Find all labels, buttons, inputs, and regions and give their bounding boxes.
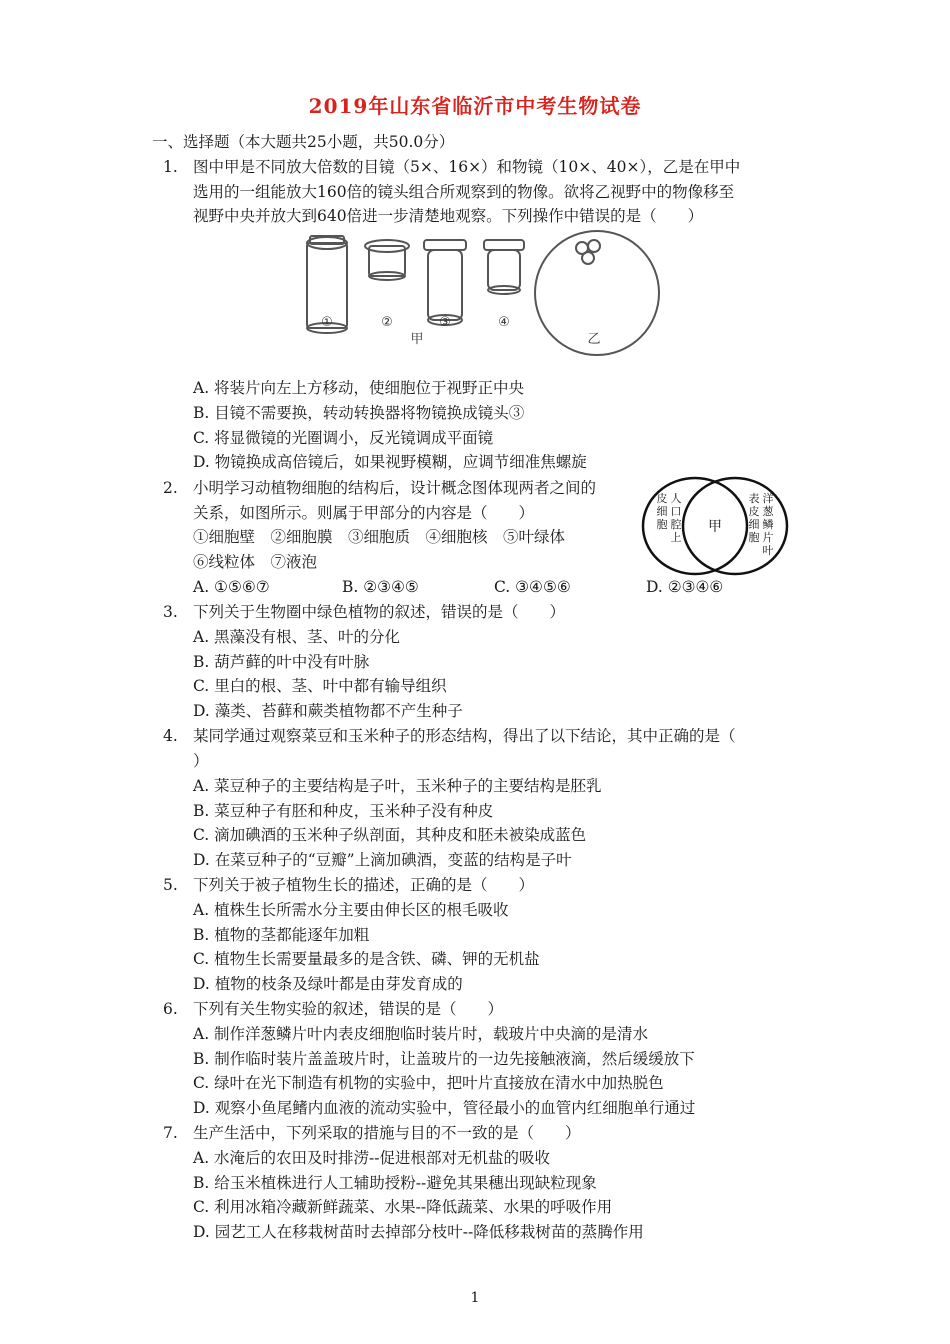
venn-right-label-char: 葱 [762,505,774,518]
venn-left-label-char: 上 [670,531,682,544]
question-6-option-c: C. 绿叶在光下制造有机物的实验中，把叶片直接放在清水中加热脱色 [193,1074,664,1092]
venn-left-label-char: 口 [670,505,682,518]
question-5-option-c: C. 植物生长需要量最多的是含铁、磷、钾的无机盐 [193,950,540,968]
venn-right-label-char: 胞 [748,531,760,544]
question-3-option-b: B. 葫芦藓的叶中没有叶脉 [193,653,370,671]
question-7-option-a: A. 水淹后的农田及时排涝--促进根部对无机盐的吸收 [193,1149,551,1167]
question-2-stem-line-2: 关系，如图所示。则属于甲部分的内容是（ ） [193,504,535,522]
venn-right-label-char: 片 [762,531,774,544]
venn-right-label-char: 洋 [762,492,774,505]
question-7-option-c: C. 利用冰箱冷藏新鲜蔬菜、水果--降低蔬菜、水果的呼吸作用 [193,1198,613,1216]
page-number: 1 [470,1290,480,1306]
question-4-stem-line-2: ） [193,752,209,770]
question-4-option-c: C. 滴加碘酒的玉米种子纵剖面，其种皮和胚未被染成蓝色 [193,826,587,844]
venn-left-label-char: 细 [656,505,668,518]
question-2-option-a: A. ①⑤⑥⑦ [193,578,270,596]
question-6-option-d: D. 观察小鱼尾鳍内血液的流动实验中，管径最小的血管内红细胞单行通过 [193,1099,696,1117]
venn-right-label-char: 皮 [748,505,760,518]
question-2-stem-line-3: ①细胞壁 ②细胞膜 ③细胞质 ④细胞核 ⑤叶绿体 [193,528,566,546]
question-2-option-c: C. ③④⑤⑥ [494,578,571,596]
question-4-option-a: A. 菜豆种子的主要结构是子叶，玉米种子的主要结构是胚乳 [193,777,602,795]
question-3-stem: 下列关于生物圈中绿色植物的叙述，错误的是（ ） [193,603,566,621]
venn-right-label-char: 叶 [762,544,774,557]
question-7-number: 7. [163,1124,178,1142]
question-6-option-b: B. 制作临时装片盖盖玻片时，让盖玻片的一边先接触液滴，然后缓缓放下 [193,1050,695,1068]
question-1-option-c: C. 将显微镜的光圈调小，反光镜调成平面镜 [193,429,494,447]
question-2-option-d: D. ②③④⑥ [646,578,724,596]
question-5-option-a: A. 植株生长所需水分主要由伸长区的根毛吸收 [193,901,509,919]
figure-jia-label: 甲 [410,332,424,347]
question-1-stem-line-2: 选用的一组能放大160倍的镜头组合所观察到的物像。欲将乙视野中的物像移至 [193,183,735,201]
venn-diagram-figure [640,474,790,586]
question-2-number: 2. [163,479,178,497]
question-6-option-a: A. 制作洋葱鳞片叶内表皮细胞临时装片时，载玻片中央滴的是清水 [193,1025,649,1043]
venn-jia-label: 甲 [708,519,722,535]
question-4-option-d: D. 在菜豆种子的“豆瓣”上滴加碘酒，变蓝的结构是子叶 [193,851,572,869]
question-4-stem-line-1: 某同学通过观察菜豆和玉米种子的形态结构，得出了以下结论，其中正确的是（ [193,727,736,745]
question-4-number: 4. [163,727,178,745]
question-5-option-d: D. 植物的枝条及绿叶都是由芽发育成的 [193,975,463,993]
question-2-stem-line-1: 小明学习动植物细胞的结构后，设计概念图体现两者之间的 [193,479,597,497]
question-6-number: 6. [163,1000,178,1018]
venn-left-label-char: 人 [670,492,682,505]
question-1-option-d: D. 物镜换成高倍镜后，如果视野模糊，应调节细准焦螺旋 [193,453,587,471]
question-1-number: 1. [163,158,178,176]
question-4-option-b: B. 菜豆种子有胚和种皮，玉米种子没有种皮 [193,802,494,820]
question-7-stem: 生产生活中，下列采取的措施与目的不一致的是（ ） [193,1124,581,1142]
question-6-stem: 下列有关生物实验的叙述，错误的是（ ） [193,1000,504,1018]
venn-right-label-char: 细 [748,518,760,531]
venn-left-label-char: 腔 [670,518,682,531]
question-5-number: 5. [163,876,178,894]
venn-left-label-char: 皮 [656,492,668,505]
section-heading: 一、选择题（本大题共25小题，共50.0分） [152,133,455,151]
question-5-stem: 下列关于被子植物生长的描述，正确的是（ ） [193,876,535,894]
question-7-option-b: B. 给玉米植株进行人工辅助授粉--避免其果穗出现缺粒现象 [193,1174,597,1192]
lens-label-1: ① [321,315,333,330]
question-1-stem-line-3: 视野中央并放大到640倍进一步清楚地观察。下列操作中错误的是（ ） [193,207,704,225]
question-1-stem-line-1: 图中甲是不同放大倍数的目镜（5×、16×）和物镜（10×、40×），乙是在甲中 [193,158,741,176]
lens-label-4: ④ [498,315,510,330]
question-3-number: 3. [163,603,178,621]
question-7-option-d: D. 园艺工人在移栽树苗时去掉部分枝叶--降低移栽树苗的蒸腾作用 [193,1223,644,1241]
venn-right-label-char: 表 [748,492,760,505]
venn-left-label-char: 胞 [656,518,668,531]
venn-right-label-char: 鳞 [762,518,774,531]
question-3-option-c: C. 里白的根、茎、叶中都有输导组织 [193,677,447,695]
question-2-stem-line-4: ⑥线粒体 ⑦液泡 [193,553,318,571]
figure-yi-label: 乙 [587,332,601,347]
question-1-option-a: A. 将装片向左上方移动，使细胞位于视野正中央 [193,379,525,397]
question-1-option-b: B. 目镜不需要换，转动转换器将物镜换成镜头③ [193,404,525,422]
question-2-option-b: B. ②③④⑤ [342,578,419,596]
lens-label-2: ② [381,315,393,330]
question-3-option-d: D. 藻类、苔藓和蕨类植物都不产生种子 [193,702,463,720]
exam-title: 2019年山东省临沂市中考生物试卷 [308,94,642,118]
lens-label-3: ③ [439,315,451,330]
microscope-lens-figure [282,218,662,358]
question-5-option-b: B. 植物的茎都能逐年加粗 [193,926,370,944]
question-3-option-a: A. 黑藻没有根、茎、叶的分化 [193,628,401,646]
